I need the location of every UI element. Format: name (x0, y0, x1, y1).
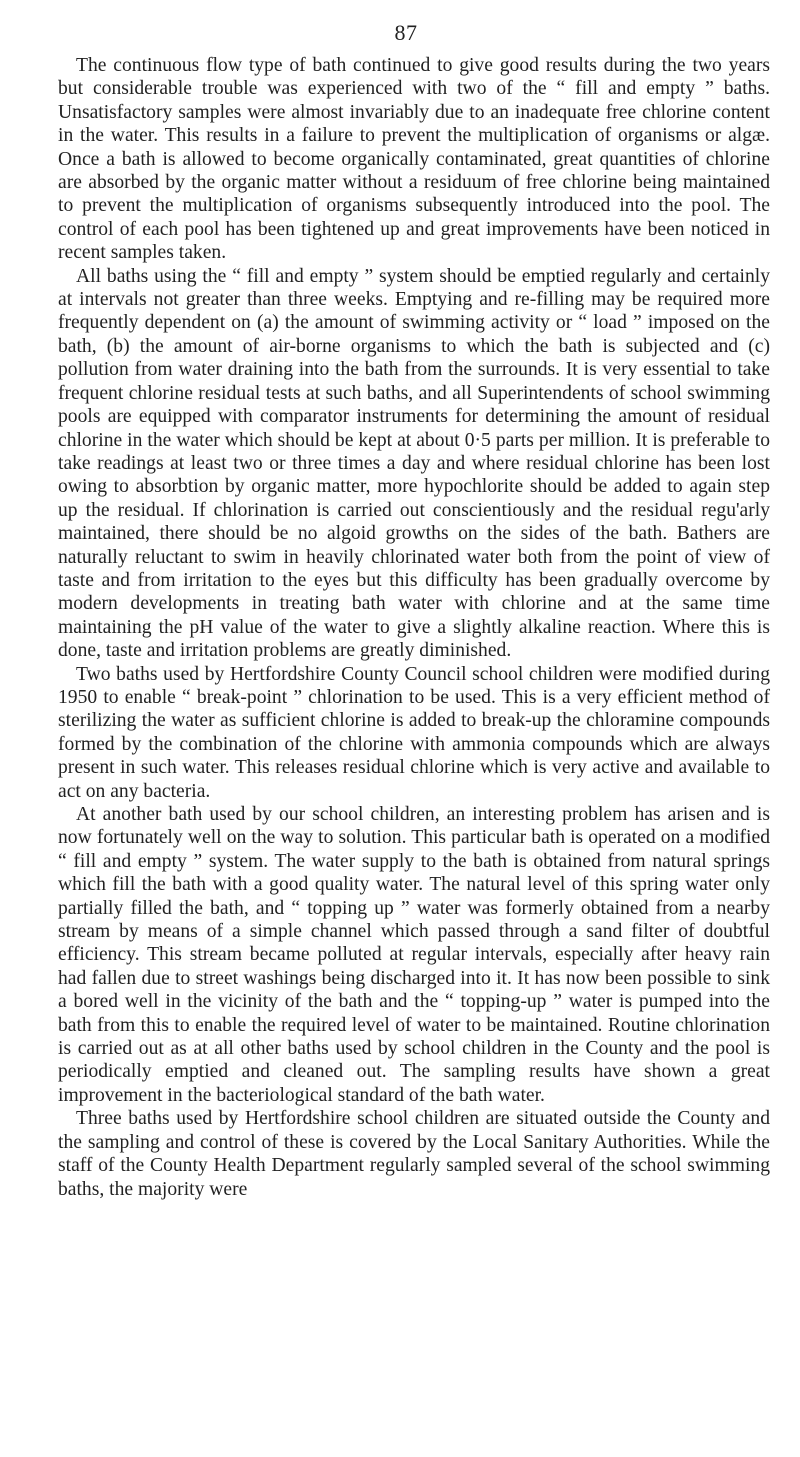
paragraph-break-point-chlorination: Two baths used by Hertfordshire County Council school children were modified during 1950 to enable “ break-point ” chlorination to be used. This is a very efficient method of sterilizing the water as sufficient chlorine is added to break-up the chloramine compounds formed by the combination of the chlorine with ammonia compounds which are always present in such water. This releases residual chlorine which is very active and available to act on any bacteria. (58, 663, 770, 802)
paragraph-baths-outside-county: Three baths used by Hertfordshire school children are situated outside the County and the sampling and control of these is covered by the Local Sanitary Authorities. While the staff of the County Health Department regularly sampled several of the school swimming baths, the majority were (58, 1108, 770, 1200)
page-number: 87 (394, 20, 418, 45)
body-text (58, 54, 770, 1201)
paragraph-fill-and-empty-trouble: The continuous flow type of bath continued to give good results during the two years but considerable trouble was experienced with two of the “ fill and empty ” baths. Unsatisfactory samples were almost invariably due to an inadequate free chlorine content in the water. This results in a failure to prevent the multiplication of organisms or algæ. Once a bath is allowed to become organically contaminated, great quantities of chlorine are absorbed by the organic matter without a residuum of free chlorine being maintained to prevent the multiplication of organisms subsequently introduced into the pool. The control of each pool has been tightened up and great improvements have been noticed in recent samples taken. (58, 55, 770, 264)
paragraph-emptying-and-chlorine-tests: All baths using the “ fill and empty ” system should be emptied regularly and certainly at intervals not greater than three weeks. Emptying and re-filling may be required more frequently dependent on (a) the amount of swimming activity or “ load ” imposed on the bath, (b) the amount of air-borne organisms to which the bath is subjected and (c) pollution from water draining into the bath from the surrounds. It is very essential to take frequent chlorine residual tests at such baths, and all Superintendents of school swimming pools are equipped with comparator instruments for determining the amount of residual chlorine in the water which should be kept at about 0·5 parts per million. It is preferable to take readings at least two or three times a day and where residual chlorine has been lost owing to absorbtion by organic matter, more hypochlorite should be added to again step up the residual. If chlorination is carried out conscientiously and the residual regu'arly maintained, there should be no algoid growths on the sides of the bath. Bathers are naturally reluctant to swim in heavily chlorinated water both from the point of view of taste and from irritation to the eyes but this difficulty has been gradually overcome by modern developments in treating bath water with chlorine and at the same time maintaining the pH value of the water to give a slightly alkaline reaction. Where this is done, taste and irritation problems are greatly diminished. (58, 265, 770, 662)
document-page (58, 0, 770, 1457)
paragraph-spring-fed-bath: At another bath used by our school children, an interesting problem has arisen and is now fortunately well on the way to solution. This particular bath is operated on a modified “ fill and empty ” system. The water supply to the bath is obtained from natural springs which fill the bath with a good quality water. The natural level of this spring water only partially filled the bath, and “ topping up ” water was formerly obtained from a nearby stream by means of a simple channel which passed through a sand filter of doubtful efficiency. This stream became polluted at regular intervals, especially after heavy rain had fallen due to street washings being discharged into it. It has now been possible to sink a bored well in the vicinity of the bath and the “ topping-up ” water is pumped into the bath from this to enable the required level of water to be maintained. Routine chlorination is carried out as at all other baths used by school children in the County and the pool is periodically emptied and cleaned out. The sampling results have shown a great improvement in the bacteriological standard of the bath water. (58, 804, 770, 1106)
